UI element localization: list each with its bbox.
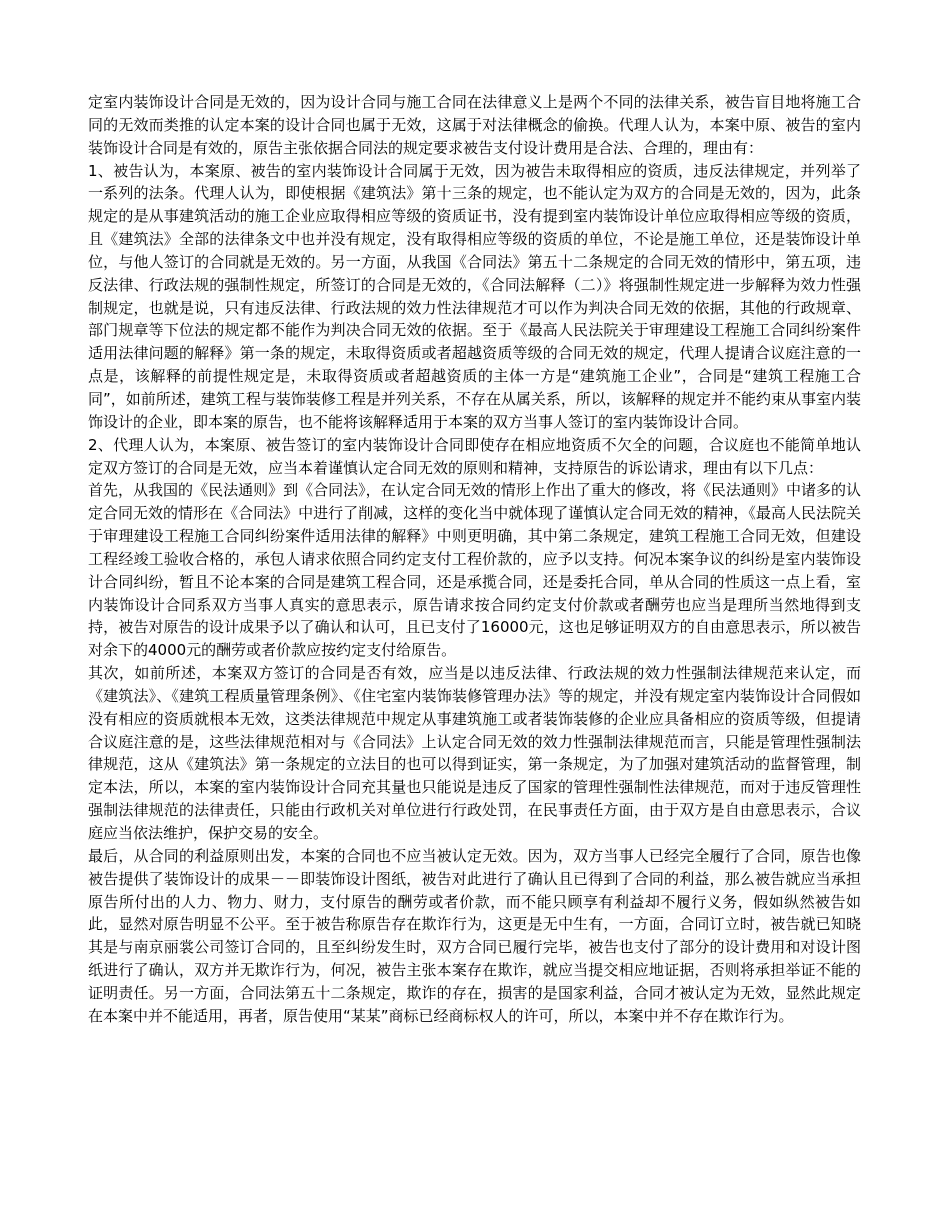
paragraph-point-1: 1、被告认为，本案原、被告的室内装饰设计合同属于无效，因为被告未取得相应的资质，违反法律规定，并列举了一系列的法条。代理人认为，即使根据《建筑法》第十三条的规定，也不能认定为双方的合同是无效的，因为，此条规定的是从事建筑活动的施工企业应取得相应等级的资质证书，没有提到室内装饰设计单位应取得相应等级的资质，且《建筑法》全部的法律条文中也并没有规定，没有取得相应等级的资质的单位，不论是施工单位，还是装饰设计单位，与他人签订的合同就是无效的。另一方面，从我国《合同法》第五十二条规定的合同无效的情形中，第五项，违反法律、行政法规的强制性规定，所签订的合同是无效的，《合同法解释（二）》将强制性规定进一步解释为效力性强制规定，也就是说，只有违反法律、行政法规的效力性法律规范才可以作为判决合同无效的依据，其他的行政规章、部门规章等下位法的规定都不能作为判决合同无效的依据。至于《最高人民法院关于审理建设工程施工合同纠纷案件适用法律问题的解释》第一条的规定，未取得资质或者超越资质等级的合同无效的规定，代理人提请合议庭注意的一点是，该解释的前提性规定是，未取得资质或者超越资质的主体一方是“建筑施工企业”，合同是“建筑工程施工合同”，如前所述，建筑工程与装饰装修工程是并列关系，不存在从属关系，所以，该解释的规定并不能约束从事室内装饰设计的企业，即本案的原告，也不能将该解释适用于本案的双方当事人签订的室内装饰设计合同。 xyxy=(88,161,861,431)
paragraph-final-reason: 最后，从合同的利益原则出发，本案的合同也不应当被认定无效。因为，双方当事人已经完全履行了合同，原告也像被告提供了装饰设计的成果－－即装饰设计图纸，被告对此进行了确认且已得到了合同的利益，那么被告就应当承担原告所付出的人力、物力、财力，支付原告的酬劳或者价款，而不能只顾享有利益却不履行义务，假如纵然被告如此，显然对原告明显不公平。至于被告称原告存在欺诈行为，这更是无中生有，一方面，合同订立时，被告就已知晓其是与南京丽裳公司签订合同的，且至纠纷发生时，双方合同已履行完毕，被告也支付了部分的设计费用和对设计图纸进行了确认，双方并无欺诈行为，何况，被告主张本案存在欺诈，就应当提交相应地证据，否则将承担举证不能的证明责任。另一方面，合同法第五十二条规定，欺诈的存在，损害的是国家利益，合同才被认定为无效，显然此规定在本案中并不能适用，再者，原告使用“某某”商标已经商标权人的许可，所以，本案中并不存在欺诈行为。 xyxy=(88,846,861,1025)
paragraph-point-2: 2、代理人认为，本案原、被告签订的室内装饰设计合同即使存在相应地资质不欠全的问题，合议庭也不能简单地认定双方签订的合同是无效，应当本着谨慎认定合同无效的原则和精神，支持原告的诉讼请求，理由有以下几点： xyxy=(88,435,861,477)
document-body xyxy=(88,91,861,1028)
paragraph-intro: 定室内装饰设计合同是无效的，因为设计合同与施工合同在法律意义上是两个不同的法律关系，被告盲目地将施工合同的无效而类推的认定本案的设计合同也属于无效，这属于对法律概念的偷换。代理人认为，本案中原、被告的室内装饰设计合同是有效的，原告主张依据合同法的规定要求被告支付设计费用是合法、合理的，理由有： xyxy=(88,93,861,157)
paragraph-second-reason: 其次，如前所述，本案双方签订的合同是否有效，应当是以违反法律、行政法规的效力性强制法律规范来认定，而《建筑法》、《建筑工程质量管理条例》、《住宅室内装饰装修管理办法》等的规定，并没有规定室内装饰设计合同假如没有相应的资质就根本无效，这类法律规范中规定从事建筑施工或者装饰装修的企业应具备相应的资质等级，但提请合议庭注意的是，这些法律规范相对与《合同法》上认定合同无效的效力性强制法律规范而言，只能是管理性强制法律规范，这从《建筑法》第一条规定的立法目的也可以得到证实，第一条规定，为了加强对建筑活动的监督管理，制定本法，所以，本案的室内装饰设计合同充其量也只能说是违反了国家的管理性强制性法律规范，而对于违反管理性强制法律规范的法律责任，只能由行政机关对单位进行行政处罚，在民事责任方面，由于双方是自由意思表示，合议庭应当依法维护，保护交易的安全。 xyxy=(88,664,861,842)
paragraph-first-reason: 首先，从我国的《民法通则》到《合同法》，在认定合同无效的情形上作出了重大的修改，将《民法通则》中诸多的认定合同无效的情形在《合同法》中进行了削减，这样的变化当中就体现了谨慎认定合同无效的精神，《最高人民法院关于审理建设工程施工合同纠纷案件适用法律的解释》中则更明确，其中第二条规定，建筑工程施工合同无效，但建设工程经竣工验收合格的，承包人请求依照合同约定支付工程价款的，应予以支持。何况本案争议的纠纷是室内装饰设计合同纠纷，暂且不论本案的合同是建筑工程合同，还是承揽合同，还是委托合同，单从合同的性质这一点上看，室内装饰设计合同系双方当事人真实的意思表示，原告请求按合同约定支付价款或者酬劳也应当是理所当然地得到支持，被告对原告的设计成果予以了确认和认可，且已支付了16000元，这也足够证明双方的自由意思表示，所以被告对余下的4000元的酬劳或者价款应按约定支付给原告。 xyxy=(88,481,861,660)
